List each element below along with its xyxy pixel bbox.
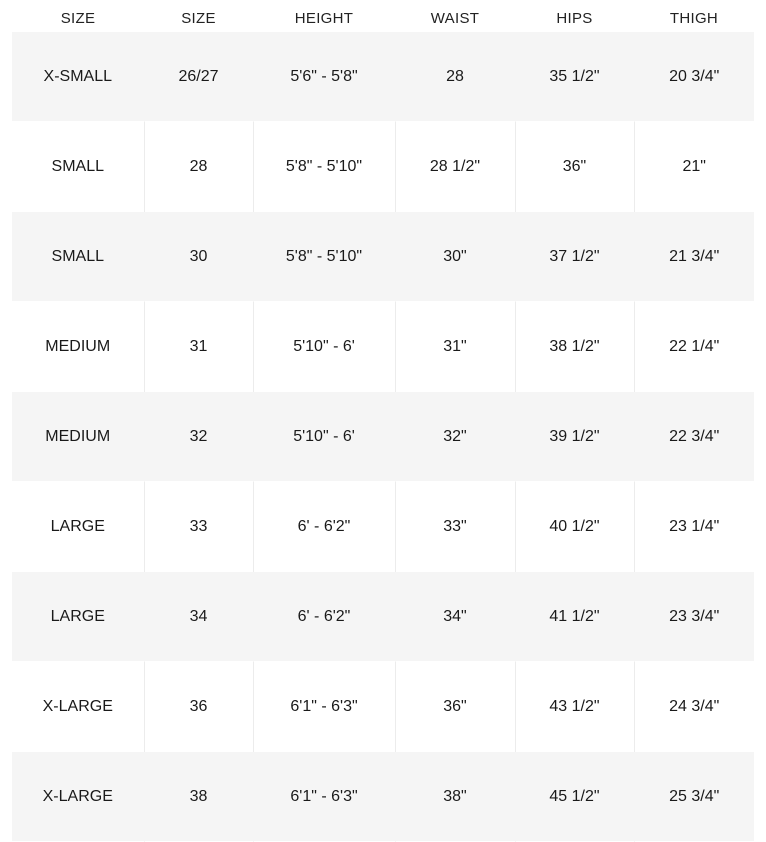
cell-hips: 45 1/2" <box>515 752 634 842</box>
cell-size-label: X-LARGE <box>12 662 144 752</box>
cell-height: 6' - 6'2" <box>253 572 395 662</box>
cell-size-number: 36 <box>144 662 253 752</box>
column-header-height: HEIGHT <box>253 0 395 32</box>
table-row <box>12 662 754 752</box>
cell-hips: 41 1/2" <box>515 572 634 662</box>
cell-hips: 43 1/2" <box>515 662 634 752</box>
column-header-hips: HIPS <box>515 0 634 32</box>
column-header-size-number: SIZE <box>144 0 253 32</box>
cell-thigh: 25 3/4" <box>634 752 754 842</box>
cell-height: 5'8" - 5'10" <box>253 212 395 302</box>
cell-waist: 36" <box>395 662 515 752</box>
cell-height: 6' - 6'2" <box>253 482 395 572</box>
cell-waist: 33" <box>395 482 515 572</box>
cell-waist: 28 1/2" <box>395 122 515 212</box>
table-row <box>12 302 754 392</box>
cell-size-number: 31 <box>144 302 253 392</box>
cell-waist: 31" <box>395 302 515 392</box>
table-row <box>12 572 754 662</box>
cell-thigh: 22 1/4" <box>634 302 754 392</box>
cell-hips: 40 1/2" <box>515 482 634 572</box>
cell-size-number: 33 <box>144 482 253 572</box>
table-row <box>12 752 754 842</box>
cell-hips: 36" <box>515 122 634 212</box>
cell-height: 5'10" - 6' <box>253 302 395 392</box>
cell-hips: 35 1/2" <box>515 32 634 122</box>
cell-size-number: 38 <box>144 752 253 842</box>
header-row <box>12 0 754 32</box>
cell-size-number: 30 <box>144 212 253 302</box>
table-row <box>12 122 754 212</box>
cell-size-number: 26/27 <box>144 32 253 122</box>
cell-waist: 34" <box>395 572 515 662</box>
column-header-size-label: SIZE <box>12 0 144 32</box>
table-row <box>12 392 754 482</box>
column-header-waist: WAIST <box>395 0 515 32</box>
cell-size-label: SMALL <box>12 212 144 302</box>
cell-waist: 28 <box>395 32 515 122</box>
cell-waist: 38" <box>395 752 515 842</box>
cell-thigh: 21 3/4" <box>634 212 754 302</box>
size-chart-body <box>12 32 754 842</box>
cell-thigh: 22 3/4" <box>634 392 754 482</box>
cell-waist: 30" <box>395 212 515 302</box>
cell-waist: 32" <box>395 392 515 482</box>
table-row <box>12 482 754 572</box>
cell-thigh: 23 3/4" <box>634 572 754 662</box>
cell-size-label: LARGE <box>12 572 144 662</box>
size-chart-header <box>12 0 754 32</box>
cell-size-label: MEDIUM <box>12 302 144 392</box>
table-row <box>12 32 754 122</box>
cell-height: 6'1" - 6'3" <box>253 662 395 752</box>
cell-thigh: 20 3/4" <box>634 32 754 122</box>
cell-size-number: 34 <box>144 572 253 662</box>
cell-height: 5'6" - 5'8" <box>253 32 395 122</box>
cell-size-label: MEDIUM <box>12 392 144 482</box>
cell-height: 5'8" - 5'10" <box>253 122 395 212</box>
cell-thigh: 23 1/4" <box>634 482 754 572</box>
cell-size-label: X-LARGE <box>12 752 144 842</box>
column-header-thigh: THIGH <box>634 0 754 32</box>
size-chart-table <box>12 0 754 842</box>
cell-height: 6'1" - 6'3" <box>253 752 395 842</box>
cell-size-label: LARGE <box>12 482 144 572</box>
cell-size-number: 28 <box>144 122 253 212</box>
cell-size-label: X-SMALL <box>12 32 144 122</box>
cell-hips: 37 1/2" <box>515 212 634 302</box>
cell-thigh: 21" <box>634 122 754 212</box>
table-row <box>12 212 754 302</box>
cell-height: 5'10" - 6' <box>253 392 395 482</box>
cell-size-label: SMALL <box>12 122 144 212</box>
cell-hips: 39 1/2" <box>515 392 634 482</box>
cell-thigh: 24 3/4" <box>634 662 754 752</box>
cell-size-number: 32 <box>144 392 253 482</box>
cell-hips: 38 1/2" <box>515 302 634 392</box>
